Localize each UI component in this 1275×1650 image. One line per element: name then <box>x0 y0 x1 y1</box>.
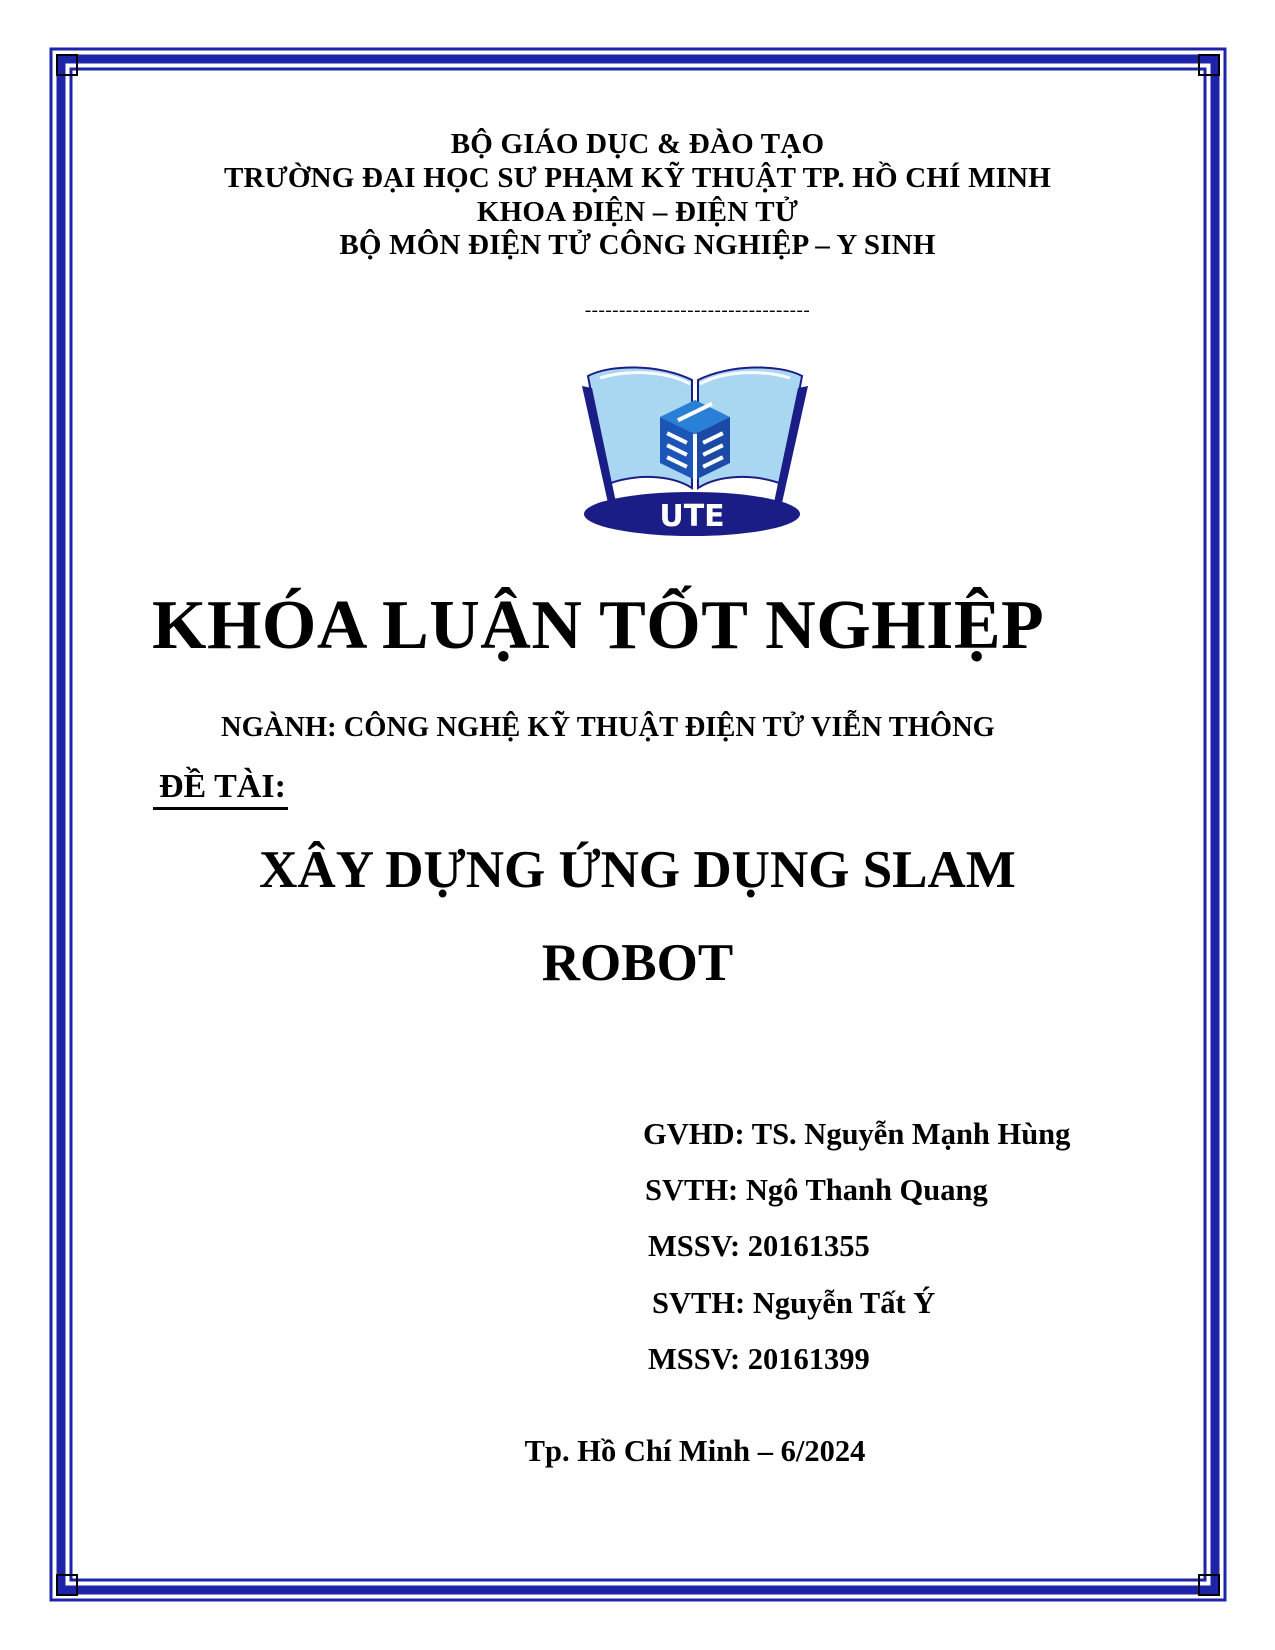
student-1-line: SVTH: Ngô Thanh Quang <box>645 1173 988 1207</box>
topic-line-1: XÂY DỰNG ỨNG DỤNG SLAM <box>259 841 1016 899</box>
advisor-line: GVHD: TS. Nguyễn Mạnh Hùng <box>643 1117 1071 1151</box>
faculty-heading: KHOA ĐIỆN – ĐIỆN TỬ <box>476 196 799 228</box>
header-separator: --------------------------------- <box>584 300 811 321</box>
student-2-line: SVTH: Nguyễn Tất Ý <box>652 1286 936 1320</box>
university-heading: TRƯỜNG ĐẠI HỌC SƯ PHẠM KỸ THUẬT TP. HỒ CHÍ MINH <box>223 162 1052 194</box>
topic-label: ĐỀ TÀI: <box>153 768 288 810</box>
place-date-footer: Tp. Hồ Chí Minh – 6/2024 <box>524 1434 866 1468</box>
major-line: NGÀNH: CÔNG NGHỆ KỸ THUẬT ĐIỆN TỬ VIỄN THÔNG <box>221 712 995 743</box>
student-1-id-line: MSSV: 20161355 <box>648 1229 870 1263</box>
ute-logo <box>580 362 810 542</box>
department-heading: BỘ MÔN ĐIỆN TỬ CÔNG NGHIỆP – Y SINH <box>339 229 936 261</box>
document-title: KHÓA LUẬN TỐT NGHIỆP <box>152 587 1045 664</box>
logo-text: UTE <box>659 499 725 534</box>
student-2-id-line: MSSV: 20161399 <box>648 1342 870 1376</box>
topic-line-2: ROBOT <box>541 934 734 992</box>
ministry-heading: BỘ GIÁO DỤC & ĐÀO TẠO <box>450 128 825 160</box>
